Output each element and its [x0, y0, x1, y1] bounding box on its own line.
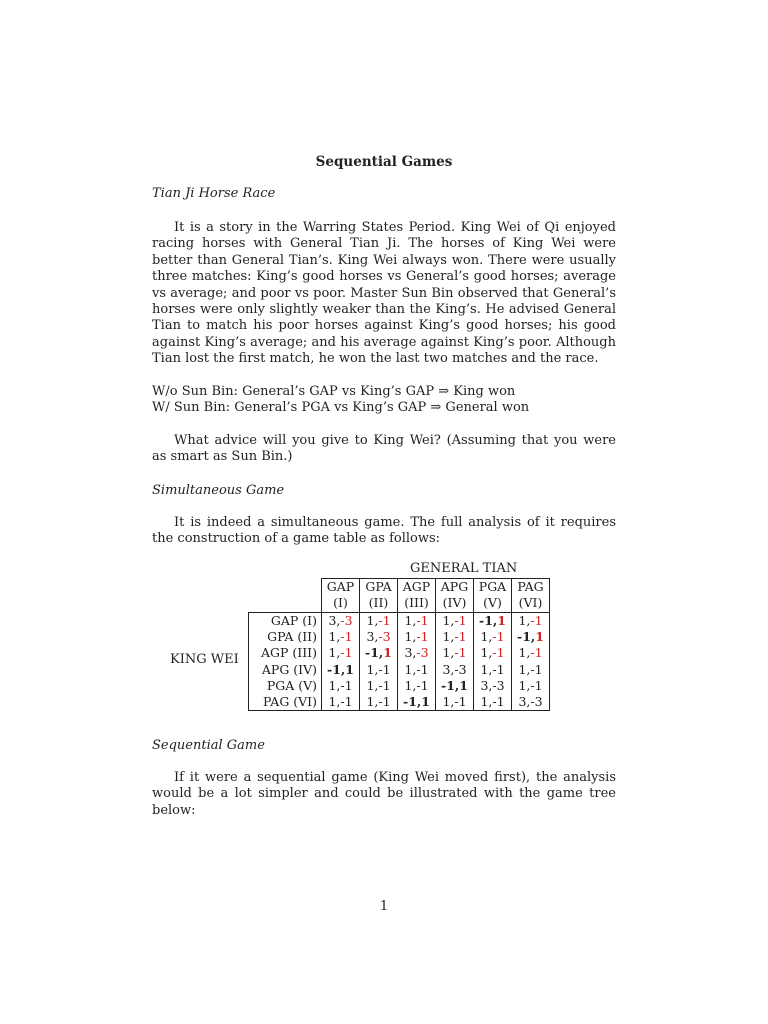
general-payoff: 1	[459, 677, 468, 693]
general-payoff: 1	[421, 694, 430, 710]
payoff-cell	[360, 694, 398, 711]
general-payoff: -1	[454, 629, 467, 645]
general-payoff: 1	[383, 645, 392, 661]
column-header-name: AGP	[398, 579, 436, 596]
payoff-cell	[512, 612, 550, 629]
payoff-cell	[398, 629, 436, 645]
payoff-cell	[436, 678, 474, 694]
general-payoff: -1	[416, 677, 429, 693]
payoff-cell	[360, 678, 398, 694]
general-payoff: -1	[492, 661, 505, 677]
king-payoff: 1,	[480, 661, 493, 677]
payoff-cell	[474, 661, 512, 677]
general-payoff: -1	[492, 629, 505, 645]
table-row	[249, 612, 550, 629]
king-payoff: 1,	[366, 677, 379, 693]
payoff-cell	[512, 645, 550, 661]
king-payoff: -1,	[403, 694, 422, 710]
king-payoff: 3,	[442, 661, 455, 677]
payoff-cell	[436, 694, 474, 711]
section-heading-sequential: Sequential Game	[152, 738, 265, 753]
payoff-cell	[512, 694, 550, 711]
payoff-cell	[398, 661, 436, 677]
payoff-cell	[322, 678, 360, 694]
king-payoff: 1,	[404, 629, 417, 645]
king-payoff: 1,	[480, 629, 493, 645]
king-payoff: 1,	[442, 694, 455, 710]
game-table	[248, 578, 550, 711]
table-row	[249, 694, 550, 711]
column-header-name: PAG	[512, 579, 550, 596]
payoff-cell	[512, 678, 550, 694]
payoff-cell	[512, 629, 550, 645]
general-payoff: -1	[416, 629, 429, 645]
general-payoff: -3	[416, 645, 429, 661]
king-payoff: 1,	[366, 694, 379, 710]
king-payoff: 1,	[442, 629, 455, 645]
payoff-cell	[436, 629, 474, 645]
column-header-number: (I)	[322, 595, 360, 612]
payoff-cell	[360, 645, 398, 661]
payoff-cell	[398, 694, 436, 711]
column-header-number: (VI)	[512, 595, 550, 612]
table-row	[249, 629, 550, 645]
payoff-cell	[322, 645, 360, 661]
row-label: PAG (VI)	[249, 694, 322, 711]
general-payoff: -1	[378, 661, 391, 677]
king-payoff: 1,	[366, 612, 379, 628]
general-payoff: -3	[530, 694, 543, 710]
row-label: APG (IV)	[249, 661, 322, 677]
king-payoff: 3,	[518, 694, 531, 710]
table-row	[249, 645, 550, 661]
row-label: AGP (III)	[249, 645, 322, 661]
king-payoff: 1,	[518, 677, 531, 693]
king-payoff: 1,	[404, 661, 417, 677]
general-payoff: -1	[530, 612, 543, 628]
general-payoff: -1	[492, 694, 505, 710]
payoff-cell	[322, 629, 360, 645]
header-row-numbers	[249, 595, 550, 612]
king-payoff: -1,	[517, 629, 536, 645]
king-payoff: 3,	[404, 645, 417, 661]
sequential-paragraph: If it were a sequential game (King Wei moved first), the analysis would be a lot simpler and could be illustrated with the game tree below:	[152, 770, 616, 818]
king-payoff: 1,	[328, 629, 341, 645]
page-title: Sequential Games	[315, 154, 453, 170]
king-payoff: 1,	[328, 694, 341, 710]
king-payoff: 1,	[404, 612, 417, 628]
king-payoff: 1,	[442, 645, 455, 661]
king-payoff: -1,	[441, 677, 460, 693]
payoff-cell	[436, 645, 474, 661]
king-payoff: 1,	[518, 612, 531, 628]
payoff-cell	[398, 678, 436, 694]
column-header-number: (II)	[360, 595, 398, 612]
general-payoff: -1	[530, 661, 543, 677]
payoff-cell	[322, 694, 360, 711]
king-payoff: 1,	[480, 645, 493, 661]
column-header-name: GAP	[322, 579, 360, 596]
payoff-cell	[474, 612, 512, 629]
column-player-label: GENERAL TIAN	[410, 561, 518, 576]
payoff-cell	[398, 645, 436, 661]
general-payoff: -3	[378, 629, 391, 645]
column-header-name: PGA	[474, 579, 512, 596]
header-row-names	[249, 579, 550, 596]
general-payoff: -3	[454, 661, 467, 677]
column-header-number: (V)	[474, 595, 512, 612]
header-corner	[249, 579, 322, 596]
general-payoff: -1	[530, 645, 543, 661]
king-payoff: 1,	[518, 661, 531, 677]
general-payoff: 1	[497, 612, 506, 628]
king-payoff: 1,	[480, 694, 493, 710]
column-header-number: (IV)	[436, 595, 474, 612]
general-payoff: -1	[416, 661, 429, 677]
column-header-number: (III)	[398, 595, 436, 612]
king-payoff: 1,	[366, 661, 379, 677]
king-payoff: 3,	[366, 629, 379, 645]
advice-paragraph: What advice will you give to King Wei? (Assuming that you were as smart as Sun Bin.)	[152, 433, 616, 465]
general-payoff: -1	[454, 645, 467, 661]
table-row	[249, 661, 550, 677]
king-payoff: 1,	[518, 645, 531, 661]
general-payoff: -1	[454, 694, 467, 710]
king-payoff: 1,	[404, 677, 417, 693]
king-payoff: -1,	[479, 612, 498, 628]
king-payoff: 3,	[328, 612, 341, 628]
column-header-name: GPA	[360, 579, 398, 596]
king-payoff: 1,	[328, 677, 341, 693]
payoff-cell	[512, 661, 550, 677]
payoff-cell	[474, 694, 512, 711]
row-label: PGA (V)	[249, 678, 322, 694]
general-payoff: -1	[530, 677, 543, 693]
payoff-cell	[398, 612, 436, 629]
general-payoff: -3	[340, 612, 353, 628]
without-sun-bin-line: W/o Sun Bin: General’s GAP vs King’s GAP ⇒ King won	[152, 384, 516, 399]
general-payoff: -1	[492, 645, 505, 661]
general-payoff: 1	[535, 629, 544, 645]
general-payoff: -1	[340, 694, 353, 710]
header-corner	[249, 595, 322, 612]
payoff-cell	[474, 645, 512, 661]
general-payoff: -1	[454, 612, 467, 628]
row-player-label: KING WEI	[170, 652, 239, 667]
column-header-name: APG	[436, 579, 474, 596]
story-paragraph: It is a story in the Warring States Period. King Wei of Qi enjoyed racing horses with General Tian Ji. The horses of King Wei were better than General Tian’s. King Wei always won. There were usually three matches: King’s good horses vs General’s good horses; average vs average; and poor vs poor. Master Sun Bin observed that General’s horses were only slightly weaker than the King’s. He advised General Tian to match his poor horses against King’s good horses; his good against King’s average; and his average against King’s poor. Although Tian lost the first match, he won the last two matches and the race.	[152, 220, 616, 367]
payoff-cell	[436, 661, 474, 677]
king-payoff: 1,	[328, 645, 341, 661]
row-label: GPA (II)	[249, 629, 322, 645]
payoff-cell	[360, 661, 398, 677]
general-payoff: -3	[492, 677, 505, 693]
king-payoff: -1,	[327, 661, 346, 677]
general-payoff: -1	[340, 677, 353, 693]
king-payoff: 1,	[442, 612, 455, 628]
payoff-cell	[474, 629, 512, 645]
general-payoff: -1	[340, 629, 353, 645]
payoff-cell	[474, 678, 512, 694]
section-heading-simultaneous: Simultaneous Game	[152, 483, 285, 498]
row-label: GAP (I)	[249, 612, 322, 629]
king-payoff: 3,	[480, 677, 493, 693]
king-payoff: -1,	[365, 645, 384, 661]
with-sun-bin-line: W/ Sun Bin: General’s PGA vs King’s GAP ⇒ General won	[152, 400, 530, 415]
general-payoff: -1	[416, 612, 429, 628]
simultaneous-paragraph: It is indeed a simultaneous game. The full analysis of it requires the construction of a game table as follows:	[152, 515, 616, 547]
payoff-cell	[360, 612, 398, 629]
payoff-cell	[322, 612, 360, 629]
payoff-cell	[436, 612, 474, 629]
general-payoff: -1	[340, 645, 353, 661]
payoff-cell	[322, 661, 360, 677]
general-payoff: 1	[345, 661, 354, 677]
section-heading-horse-race: Tian Ji Horse Race	[152, 186, 276, 201]
general-payoff: -1	[378, 612, 391, 628]
page-number: 1	[379, 899, 389, 914]
general-payoff: -1	[378, 677, 391, 693]
table-row	[249, 678, 550, 694]
general-payoff: -1	[378, 694, 391, 710]
payoff-cell	[360, 629, 398, 645]
